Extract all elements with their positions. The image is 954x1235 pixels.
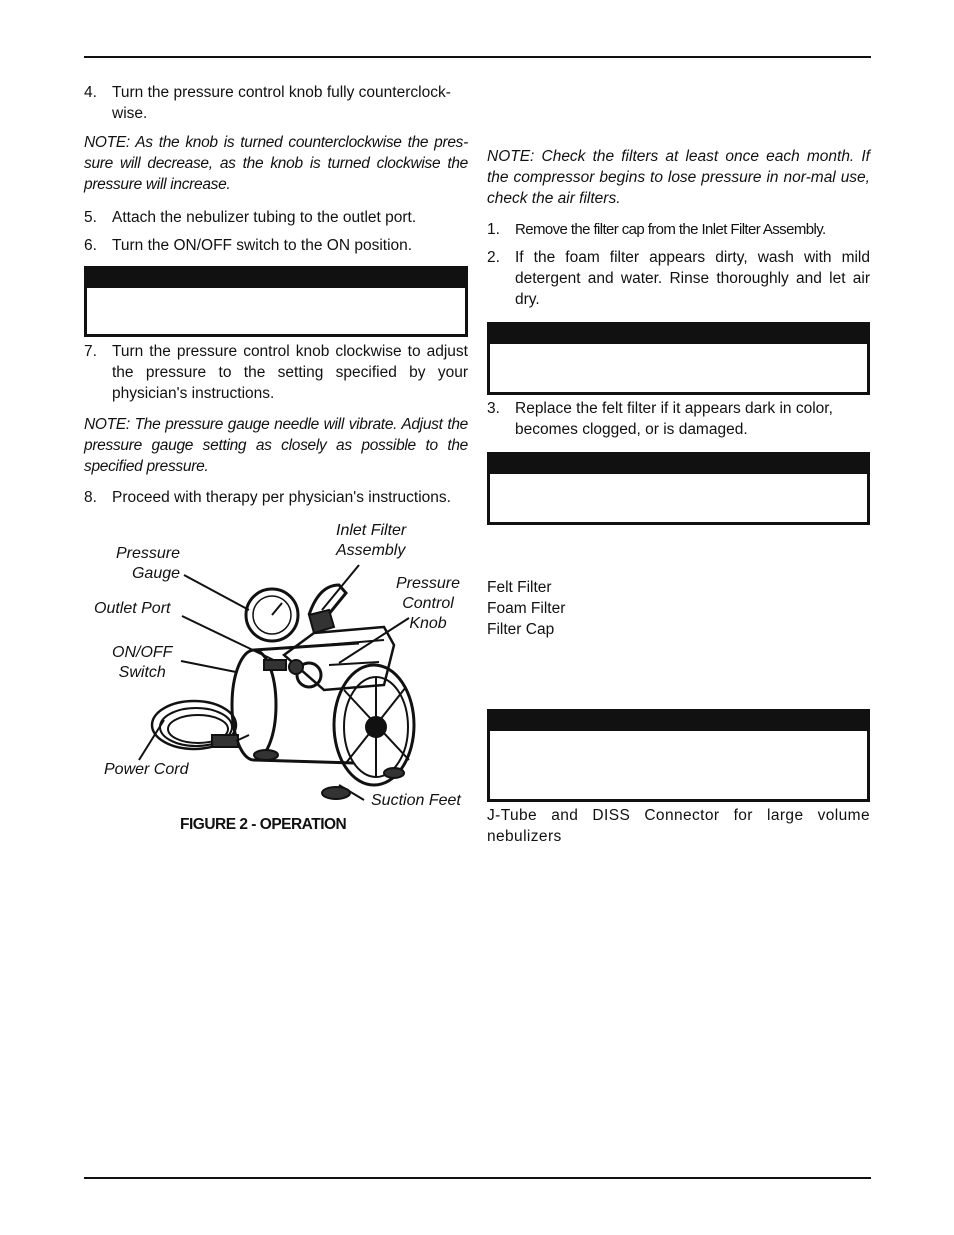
- step-number: 5.: [84, 209, 97, 226]
- label-outlet-port: Outlet Port: [94, 600, 171, 617]
- caution-box: [84, 266, 468, 337]
- step-4: [84, 82, 468, 124]
- label-pressure-gauge: Pressure Gauge: [116, 545, 181, 582]
- caution-header-bar: [87, 269, 465, 288]
- note-gauge-vibrate: NOTE: The pressure gauge needle will vibrate. Adjust the pressure gauge setting as closely as possible to the specified pressure.: [84, 416, 468, 475]
- step-number: 4.: [84, 84, 97, 101]
- step-text: Proceed with therapy per physician's instructions.: [112, 489, 451, 506]
- label-suction-feet: Suction Feet: [371, 792, 461, 809]
- caution-header-bar: [490, 325, 867, 344]
- caution-header-bar: [490, 455, 867, 474]
- note-check-filters: NOTE: Check the filters at least once each month. If the compressor begins to lose pressure in nor-mal use, check the air filters.: [487, 148, 870, 207]
- label-power-cord: Power Cord: [104, 761, 189, 778]
- part-felt-filter: Felt Filter: [487, 579, 552, 596]
- step-number: 7.: [84, 343, 97, 360]
- footer-rule: [84, 1177, 871, 1179]
- label-on-off-switch: ON/OFF Switch: [112, 644, 173, 681]
- step-text: Remove the filter cap from the Inlet Filter Assembly.: [515, 221, 826, 238]
- step-text: Replace the felt filter if it appears dark in color, becomes clogged, or is damaged.: [515, 400, 833, 438]
- accessory-text: J-Tube and DISS Connector for large volume nebulizers: [487, 807, 870, 845]
- figure-operation: [84, 515, 474, 840]
- label-pressure-control-knob: Pressure Control Knob: [395, 575, 461, 632]
- caution-box: [487, 452, 870, 525]
- step-text: Turn the pressure control knob fully counterclock-wise.: [112, 84, 451, 122]
- part-foam-filter: Foam Filter: [487, 600, 566, 617]
- caution-box: [487, 322, 870, 395]
- leader-line: [184, 575, 249, 610]
- step-text: If the foam filter appears dirty, wash with mild detergent and water. Rinse thoroughly and let air dry.: [515, 249, 870, 308]
- header-rule: [84, 56, 871, 58]
- step-number: 1.: [487, 221, 500, 238]
- warning-box: [487, 709, 870, 802]
- step-number: 6.: [84, 237, 97, 254]
- step-number: 3.: [487, 400, 500, 417]
- step-number: 2.: [487, 249, 500, 266]
- leader-line: [181, 661, 236, 672]
- label-inlet-filter-assembly: Inlet Filter Assembly: [336, 522, 407, 559]
- note-pressure-direction: NOTE: As the knob is turned counterclockwise the pres-sure will decrease, as the knob is turned clockwise the pressure will increase.: [84, 134, 468, 193]
- part-filter-cap: Filter Cap: [487, 621, 555, 638]
- step-text: Attach the nebulizer tubing to the outlet port.: [112, 209, 417, 226]
- figure-caption: FIGURE 2 - OPERATION: [180, 816, 347, 833]
- warning-header-bar: [490, 712, 867, 731]
- step-text: Turn the ON/OFF switch to the ON position.: [112, 237, 413, 254]
- step-number: 8.: [84, 489, 97, 506]
- step-text: Turn the pressure control knob clockwise to adjust the pressure to the setting specified by your physician's instructions.: [112, 343, 468, 402]
